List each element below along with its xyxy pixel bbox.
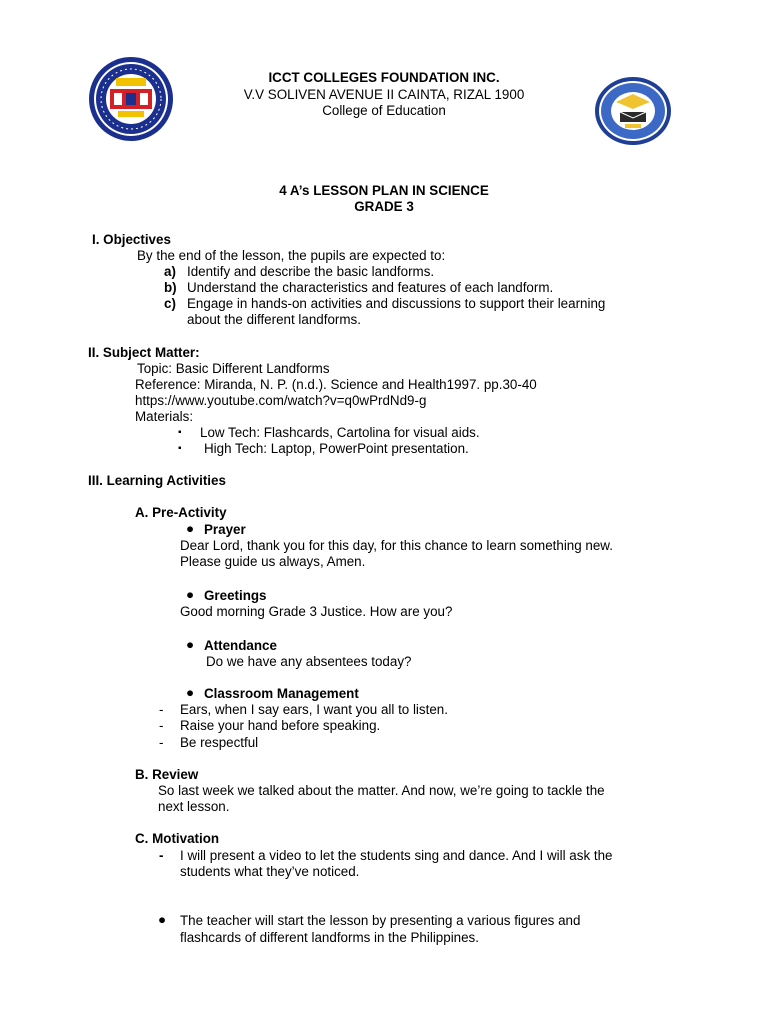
reference-url: https://www.youtube.com/watch?v=q0wPrdNd9-g: [135, 393, 427, 408]
institution-address: V.V SOLIVEN AVENUE II CAINTA, RIZAL 1900: [243, 87, 525, 102]
dash-icon: -: [159, 848, 164, 863]
prayer-text-line2: Please guide us always, Amen.: [180, 554, 366, 569]
objective-a-marker: a): [164, 264, 176, 279]
icct-logo: [88, 56, 174, 142]
dash-icon: -: [159, 702, 164, 717]
college-name: College of Education: [322, 103, 446, 118]
bullet-square-icon: ▪: [178, 427, 182, 438]
classroom-rule-1: Ears, when I say ears, I want you all to listen.: [180, 702, 448, 717]
objective-b-text: Understand the characteristics and features of each landform.: [187, 280, 554, 295]
bullet-dot-icon: ●: [186, 685, 195, 700]
prayer-text-line1: Dear Lord, thank you for this day, for this chance to learn something new.: [180, 538, 613, 553]
review-text-line2: next lesson.: [158, 799, 230, 814]
greetings-text: Good morning Grade 3 Justice. How are you?: [180, 604, 453, 619]
topic: Topic: Basic Different Landforms: [137, 361, 330, 376]
motivation-bullet-line1: The teacher will start the lesson by presenting a various figures and: [180, 913, 581, 928]
bullet-dot-icon: ●: [186, 521, 195, 536]
classroom-rule-2: Raise your hand before speaking.: [180, 718, 381, 733]
attendance-label: Attendance: [204, 638, 277, 653]
objectives-heading: I. Objectives: [92, 232, 171, 247]
material-high-tech: High Tech: Laptop, PowerPoint presentation.: [204, 441, 469, 456]
institution-name: ICCT COLLEGES FOUNDATION INC.: [268, 70, 500, 85]
teacher-education-logo: [594, 76, 672, 146]
grade-level: GRADE 3: [354, 199, 414, 214]
objectives-intro: By the end of the lesson, the pupils are expected to:: [137, 248, 446, 263]
motivation-dash-line1: I will present a video to let the students sing and dance. And I will ask the: [180, 848, 613, 863]
subject-matter-heading: II. Subject Matter:: [88, 345, 200, 360]
pre-activity-heading: A. Pre-Activity: [135, 505, 227, 520]
bullet-dot-icon: ●: [186, 587, 195, 602]
objective-b-marker: b): [164, 280, 177, 295]
greetings-label: Greetings: [204, 588, 267, 603]
learning-activities-heading: III. Learning Activities: [88, 473, 226, 488]
lesson-plan-title: 4 A’s LESSON PLAN IN SCIENCE: [279, 183, 489, 198]
objective-a-text: Identify and describe the basic landforms.: [187, 264, 435, 279]
motivation-bullet-line2: flashcards of different landforms in the Philippines.: [180, 930, 479, 945]
review-text-line1: So last week we talked about the matter. And now, we’re going to tackle the: [158, 783, 605, 798]
objective-c-text: Engage in hands-on activities and discussions to support their learning: [187, 296, 606, 311]
objective-c-marker: c): [164, 296, 176, 311]
motivation-dash-line2: students what they’ve noticed.: [180, 864, 360, 879]
dash-icon: -: [159, 735, 164, 750]
review-heading: B. Review: [135, 767, 199, 782]
classroom-management-label: Classroom Management: [204, 686, 359, 701]
bullet-square-icon: ▪: [178, 443, 182, 454]
reference: Reference: Miranda, N. P. (n.d.). Science and Health1997. pp.30-40: [135, 377, 537, 392]
bullet-dot-icon: ●: [158, 912, 167, 927]
prayer-label: Prayer: [204, 522, 246, 537]
attendance-text: Do we have any absentees today?: [206, 654, 412, 669]
dash-icon: -: [159, 718, 164, 733]
materials-label: Materials:: [135, 409, 194, 424]
objective-c-text-cont: about the different landforms.: [187, 312, 361, 327]
motivation-heading: C. Motivation: [135, 831, 220, 846]
material-low-tech: Low Tech: Flashcards, Cartolina for visual aids.: [200, 425, 480, 440]
classroom-rule-3: Be respectful: [180, 735, 259, 750]
bullet-dot-icon: ●: [186, 637, 195, 652]
